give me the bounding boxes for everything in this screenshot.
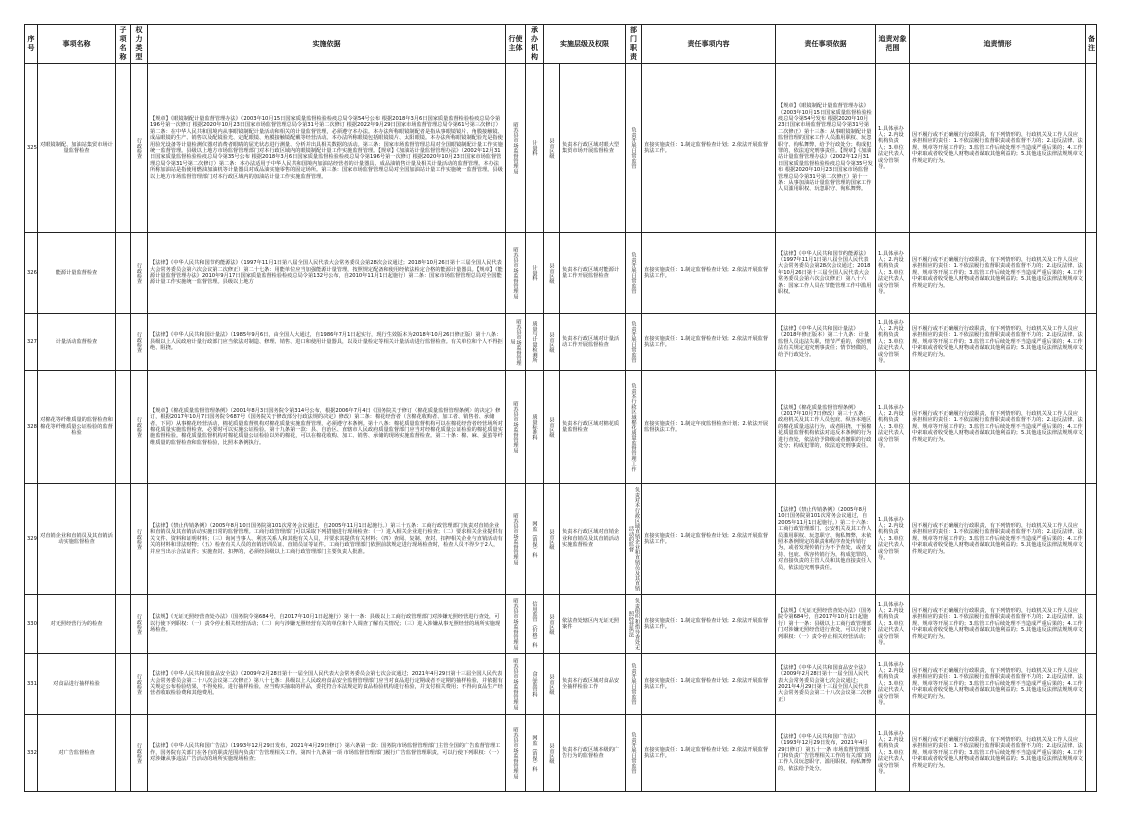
level-cell xyxy=(560,715,626,792)
sub-item-cell xyxy=(116,484,131,595)
power-type-cell xyxy=(131,484,148,595)
basis-cell xyxy=(148,371,506,484)
dept-text: 计量科 xyxy=(531,140,538,156)
duty-cell xyxy=(626,595,642,654)
dept-cell xyxy=(526,64,544,233)
item-name-text: 对食品进行抽样检验 xyxy=(53,680,100,687)
item-name-text: 计量活动监督检查 xyxy=(55,338,98,345)
situation-cell xyxy=(910,233,1086,314)
target-cell xyxy=(876,654,910,715)
level-zone-cell xyxy=(544,371,560,484)
subject-cell xyxy=(506,715,526,792)
level-cell xyxy=(560,64,626,233)
level-text: 负责本行政区域对眼大型集贸市场开展监督检查 xyxy=(562,141,620,154)
dept-cell xyxy=(526,715,544,792)
item-name-cell xyxy=(38,654,116,715)
duty-cell xyxy=(626,314,642,371)
situation-text: 因不履行或不正确履行行政职责，有下列情形的，行政机关及工作人员应承担相应的责任：1.不依法履行监督职责或者监督不力的；2.违反法律、法规、规章等开展工作的；3.监管工作后续处理不当造成严重后果的；4.工作中索取或者收受他人财物或者谋取其他利益的；5.其他违反法律法规规章文件规定的行为。 xyxy=(912,667,1083,700)
sub-item-cell xyxy=(116,64,131,233)
level-text: 负责本行政区域对直销企业和直销员及其直销活动实施监督检查 xyxy=(562,529,620,549)
power-type-cell xyxy=(131,715,148,792)
seq-cell xyxy=(25,64,38,233)
duty-cell xyxy=(626,654,642,715)
situation-text: 因不履行或不正确履行行政职责，有下列情形的，行政机关及工作人员应承担相应的责任：1.不依法履行监督职责或者监督不力的；2.违反法律、法规、规章等开展工作的；3.监管工作后续处理不当造成严重后果的；4.工作中索取或者收受他人财物或者谋取其他利益的；5.其他违反法律法规规章文件规定的行为。 xyxy=(912,256,1083,289)
header-duty: 部门职责 xyxy=(626,25,642,64)
dept-cell xyxy=(526,654,544,715)
dept-cell xyxy=(526,371,544,484)
level-cell xyxy=(560,654,626,715)
resp-basis-cell xyxy=(776,314,876,371)
power-list-table xyxy=(24,24,1097,792)
sub-item-cell xyxy=(116,595,131,654)
situation-cell xyxy=(910,595,1086,654)
resp-cell xyxy=(642,595,776,654)
header-subject: 行使主体 xyxy=(506,25,526,64)
level-zone-text: 县市区级 xyxy=(548,331,555,353)
basis-text: 【法律】《中华人民共和国节约能源法》（1997年11月1日第八届全国人民代表大会常务委员会第28次会议通过；2018年10月26日第十三届全国人民代表大会常务委员会第六次会议第二次修正）第二十七条：用能单位应当加强能源计量管理，按照规定配备和使用经依法检定合格的能源计量器具。【规章】《能源计量监督管理办法》2010年9月17日国家质量监督检验检疫总局令第132号公布，自2010年11月1日起施行）第二条：国家市场监督管理总局对全国能源计量工作实施统一监督管理。县级以上地方 xyxy=(150,260,503,286)
item-name-cell xyxy=(38,314,116,371)
subject-text: 昭苏县市场监督管理局 xyxy=(512,598,519,650)
level-zone-text: 县市区级 xyxy=(548,742,555,764)
situation-text: 因不履行或不正确履行行政职责，有下列情形的，行政机关及工作人员应承担相应的责任：1.不依法履行监督职责或者监督不力的；2.违反法律、法规、规章等开展工作的；3.监管工作后续处理不当造成严重后果的；4.工作中索取或者收受他人财物或者谋取其他利益的；5.其他违反法律法规规章文件规定的行为。 xyxy=(912,607,1083,640)
seq-text: 330 xyxy=(27,620,37,627)
duty-cell xyxy=(626,484,642,595)
subject-text: 昭苏县市场监督管理局 xyxy=(512,727,519,779)
sub-item-cell xyxy=(116,715,131,792)
level-zone-text: 县市区级 xyxy=(548,262,555,284)
item-name-text: 对广告监督检查 xyxy=(58,749,95,756)
target-text: 1.具体承办人；2.内设机构负责人；3.单位法定代表人或分管领导。 xyxy=(878,404,904,450)
duty-text: 负责开展日常监管 xyxy=(630,663,637,705)
resp-basis-text: 【规章】《眼镜制配计量监督管理办法》（2003年10月15日国家质量监督检验检疫总局令第54号发布 根据2020年10月23日国家市场监督管理总局令第31号第二次修正）第十三条：从事眼镜制配计量监督管理的国家工作人员滥用职权、玩忽职守、徇私舞弊，给予行政处分；构成犯罪的，依法追究刑事责任。【规章】《加油站计量监督管理办法》（2002年12月31日国家质量监督检验检疫总局令第35号发布 根据2020年10月23日国家市场监督管理总局令第31号第二次修正）第十一条：从事加油站计量监督管理的国家工作人员滥用职权、玩忽职守、徇私舞弊。 xyxy=(778,103,873,193)
item-name-text: 对棉花等纤维质量的监督检查和棉花等纤维质量公证检验的监督检验 xyxy=(40,417,113,437)
basis-text: 【规章】《棉花质量监督管理条例》（2001年8月3日国务院令第314号公布，根据2006年7月4日《国务院关于修订〈棉花质量监督管理条例〉的决定》修订，根据2017年10月7日国务院令687号《国务院关于修改部分行政法规的决定》修改）第二条：棉花经营者（含棉花收购者、加工者、销售者、承储者，下同）从事棉花经营活动，棉花质量监督机构对棉花质量实施监督管理，必须遵守本条例。第十八条：棉花质量监督机构可以在棉花经营者经营场所对棉花质量实施监督检查，必要时可以实施公证检验。第十九条第一款：县、自治区、直辖市人民政府质量监督部门应当对经棉花质量公证检验的棉花质量实施监督检验。棉花质量监督机构对棉花质量公证检验以外的棉花，可以在棉花收购、加工、销售、承储的现场实施监督检查。第二十条：棉、麻、蚕茧等纤维质量的监督检查和监督检验，比照本条例执行。 xyxy=(150,407,503,446)
dept-cell xyxy=(526,484,544,595)
item-name-text: 对无照经营行为的检查 xyxy=(50,620,103,627)
resp-text: 直接实施责任：1.制定监督检查计划；2.依法开展监督执法工作。 xyxy=(644,746,769,759)
basis-text: 【法律】《中华人民共和国广告法》（1993年12月29日发布，2021年4月29日修订）第六条第一款：国务院市场监督管理部门主管全国的广告监督管理工作，国务院有关部门在各自的职责范围内负责广告管理相关工作。第四十九条第一项 市场监督管理部门履行广告监督管理职责，可以行使下列职权：（一）对涉嫌从事违法广告活动的场所实施现场检查； xyxy=(150,743,502,763)
header-dept: 承办机构 xyxy=(526,25,544,64)
resp-cell xyxy=(642,314,776,371)
level-zone-cell xyxy=(544,715,560,792)
duty-cell xyxy=(626,64,642,233)
subject-text: 昭苏县市场监督管理局 xyxy=(512,122,519,174)
resp-basis-text: 【法规】《棉花质量监督管理条例》（2017年10月7日修改）第三十五条：政府机关及其工作人员包庇、纵容本地区的棉花质量违法行为，或者阻挠、干预棉花质量监督机构依法对违反本条例的行为进行查处，依法给予降级或者撤职的行政处分；构成犯罪的，依法追究刑事责任。 xyxy=(778,404,872,450)
target-text: 1.具体承办人；2.内设机构负责人；3.单位法定代表人或分管领导。 xyxy=(878,730,904,776)
level-text: 负责本行政区域本级的广告行为的监督检查 xyxy=(562,746,620,759)
subject-text: 昭苏县市场监督管理局 xyxy=(512,658,519,710)
table-row xyxy=(25,64,1097,233)
resp-cell xyxy=(642,484,776,595)
subject-text: 昭苏县市场监督管理局 xyxy=(509,318,522,366)
basis-cell xyxy=(148,715,506,792)
note-cell xyxy=(1086,64,1097,233)
item-name-cell xyxy=(38,484,116,595)
duty-text: 负责开展日常监管 xyxy=(630,321,637,363)
level-zone-cell xyxy=(544,654,560,715)
target-text: 1.具体承办人；2.内设机构负责人；3.单位法定代表人或分管领导。 xyxy=(878,601,904,647)
item-name-cell xyxy=(38,233,116,314)
item-name-text: 对眼镜制配、加油站集贸市场计量监督检查 xyxy=(40,141,113,154)
note-cell xyxy=(1086,484,1097,595)
basis-cell xyxy=(148,595,506,654)
duty-text: 负责组织和指导查处无照经营执法 xyxy=(628,598,640,650)
target-text: 1.具体承办人；2.内设机构负责人；3.单位法定代表人或分管领导。 xyxy=(878,319,904,365)
target-cell xyxy=(876,314,910,371)
level-zone-text: 县市区级 xyxy=(548,528,555,550)
item-name-cell xyxy=(38,715,116,792)
seq-text: 329 xyxy=(27,535,37,542)
subject-cell xyxy=(506,314,526,371)
seq-cell xyxy=(25,314,38,371)
basis-cell xyxy=(148,654,506,715)
resp-basis-cell xyxy=(776,64,876,233)
resp-basis-text: 【法律】《中华人民共和国食品安全法》（2009年2月28日第十一届全国人民代表大会常务委员会第七次会议通过；2021年4月29日第十三届全国人民代表大会常务委员会第二十八次会议第二次修正） xyxy=(778,664,872,703)
dept-text: 计量科 xyxy=(531,265,538,281)
level-cell xyxy=(560,595,626,654)
dept-text: 网监（消保）科 xyxy=(531,520,538,558)
resp-cell xyxy=(642,64,776,233)
situation-text: 因不履行或不正确履行行政职责，有下列情形的，行政机关及工作人员应承担相应的责任：1.不依法履行监督职责或者监督不力的；2.违反法律、法规、规章等开展工作的；3.监管工作后续处理不当造成严重后果的；4.工作中索取或者收受他人财物或者谋取其他利益的；5.其他违反法律法规规章文件规定的行为。 xyxy=(912,736,1083,769)
seq-cell xyxy=(25,654,38,715)
target-text: 1.具体承办人；2.内设机构负责人；3.单位法定代表人或分管领导。 xyxy=(878,250,904,296)
sub-item-cell xyxy=(116,233,131,314)
resp-text: 直接实施责任：1.制定监督检查计划；2.依法开展监督执法工作。 xyxy=(644,532,769,545)
subject-text: 昭苏县市场监督管理局 xyxy=(512,247,519,299)
level-zone-text: 县市区级 xyxy=(548,613,555,635)
level-text: 依法查处辖区内无证无照案件 xyxy=(562,617,620,630)
item-name-cell xyxy=(38,371,116,484)
header-name: 事项名称 xyxy=(38,25,116,64)
item-name-cell xyxy=(38,64,116,233)
resp-text: 直接实施责任：1.制定监督检查计划；2.依法开展监督执法工作。 xyxy=(644,141,769,154)
seq-cell xyxy=(25,484,38,595)
power-type-text: 行政检查 xyxy=(136,416,142,438)
item-name-text: 能源计量监督检查 xyxy=(55,269,98,276)
table-row xyxy=(25,314,1097,371)
target-text: 1.具体承办人；2.内设机构负责人；3.单位法定代表人或分管领导。 xyxy=(878,125,904,171)
level-zone-cell xyxy=(544,64,560,233)
level-text: 负责本行政区域对计量活动工作开展监督检查 xyxy=(562,335,620,348)
subject-cell xyxy=(506,595,526,654)
resp-basis-cell xyxy=(776,484,876,595)
table-row xyxy=(25,371,1097,484)
resp-cell xyxy=(642,654,776,715)
note-cell xyxy=(1086,595,1097,654)
table-header-row xyxy=(25,25,1097,64)
situation-text: 因不履行或不正确履行行政职责，有下列情形的，行政机关及工作人员应承担相应的责任：1.不依法履行监督职责或者监督不力的；2.违反法律、法规、规章等开展工作的；3.监管工作后续处理不当造成严重后果的；4.工作中索取或者收受他人财物或者谋取其他利益的；5.其他违反法律法规规章文件规定的行为。 xyxy=(912,410,1083,443)
sub-item-cell xyxy=(116,314,131,371)
header-resp-basis: 责任事项依据 xyxy=(776,25,876,64)
target-text: 1.具体承办人；2.内设机构负责人；3.单位法定代表人或分管领导。 xyxy=(878,516,904,562)
resp-cell xyxy=(642,371,776,484)
situation-cell xyxy=(910,64,1086,233)
note-cell xyxy=(1086,233,1097,314)
table-row xyxy=(25,484,1097,595)
level-cell xyxy=(560,371,626,484)
header-level: 实施层级及权限 xyxy=(544,25,626,64)
table-row xyxy=(25,715,1097,792)
sub-item-cell xyxy=(116,654,131,715)
power-type-cell xyxy=(131,64,148,233)
resp-basis-cell xyxy=(776,715,876,792)
basis-cell xyxy=(148,233,506,314)
power-type-cell xyxy=(131,371,148,484)
target-text: 1.具体承办人；2.内设机构负责人；3.单位法定代表人或分管领导。 xyxy=(878,661,904,707)
situation-text: 因不履行或不正确履行行政职责，有下列情形的，行政机关及工作人员应承担相应的责任：1.不依法履行监督职责或者监督不力的；2.违反法律、法规、规章等开展工作的；3.监管工作后续处理不当造成严重后果的；4.工作中索取或者收受他人财物或者谋取其他利益的；5.其他违反法律法规规章文件规定的行为。 xyxy=(912,131,1083,164)
header-note: 备注 xyxy=(1086,25,1097,64)
table-row xyxy=(25,595,1097,654)
note-cell xyxy=(1086,371,1097,484)
basis-text: 【法规】《无证无照经营查处办法》（国务院令第684号，自2017年10月1日起施行）第十一条：县级以上工商行政管理部门对涉嫌无照经营进行查处，可以行使下列职权：（一）责令停止相关经营活动；（二）向与涉嫌无照经营有关的单位和个人调查了解有关情况；（三）进入涉嫌从事无照经营的场所实施现场检查。 xyxy=(150,614,501,634)
basis-text: 【法律】《中华人民共和国食品安全法》（2009年2月28日第十一届全国人民代表大会常务委员会第七次会议通过；2021年4月29日第十三届全国人民代表大会常务委员会第二十八次会议第二次修正）第八十七条：县级以上人民政府食品安全监督管理部门应当对食品进行定期或者不定期的抽样检验，并依据有关规定公布检验结果，不得免检。进行抽样检验，应当购买抽取的样品，委托符合本法规定的食品检验机构进行检验，并支付相关费用；不得向食品生产经营者收取检验费和其他费用。 xyxy=(150,671,503,697)
level-text: 负责本行政区域对食品安全抽样检验工作 xyxy=(562,677,620,690)
power-type-text: 行政检查 xyxy=(136,673,142,695)
item-name-cell xyxy=(38,595,116,654)
seq-text: 325 xyxy=(27,144,37,151)
seq-cell xyxy=(25,371,38,484)
situation-cell xyxy=(910,715,1086,792)
subject-cell xyxy=(506,484,526,595)
level-zone-cell xyxy=(544,595,560,654)
power-type-text: 行政检查 xyxy=(136,331,142,353)
power-type-text: 行政检查 xyxy=(136,528,142,550)
resp-basis-text: 【法规】《无证无照经营查处办法》（国务院令第684号，自2017年10月1日起施行）第十一条：县级以上工商行政管理部门对涉嫌无照经营进行查处，可以行使下列职权：（一）责令停止相关经营活动； xyxy=(778,607,872,640)
level-zone-text: 县市区级 xyxy=(548,416,555,438)
resp-basis-cell xyxy=(776,595,876,654)
table-row xyxy=(25,654,1097,715)
resp-text: 直接实施责任：1.制定监督检查计划；2.依法开展监督执法工作。 xyxy=(644,266,769,279)
resp-cell xyxy=(642,715,776,792)
resp-basis-text: 【法律】《禁止传销条例》（2005年8月10日国务院第101次常务会议通过，自2005年11月1日起施行。）第二十六条：工商行政管理部门、公安机关及其工作人员滥用职权、玩忽职守、徇私舞弊，未依照本条例规定的职责和程序查处传销行为，或者发现传销行为不予查处，或者支持、包庇、纵容传销行为，构成犯罪的，对直接负责的主管人员和其他直接责任人员，依法追究刑事责任。 xyxy=(778,506,872,571)
basis-text: 【规章】《眼镜制配计量监督管理办法》（2003年10月15日国家质量监督检验检疫总局令第54号公布 根据2018年3月6日国家质量监督检验检疫总局令第196号第一次修订 根据2020年10月23日国家市场监督管理总局令第31号第二次修订 根据2022年9月29日国家市场监督管理总局令第61号第三次修订）第二条：在中华人民共和国境内从事眼镜制配计量活动和相关的计量监督管理，必须遵守本办法。本办法所称眼镜制配者是指从事眼镜镜片、角膜接触镜、成品眼镜的生产、销售以及配镜验光、定配眼镜、角膜接触镜配戴等经营活动。本办法所称眼镜包括眼镜镜片、太阳眼镜。本办法所称眼镜制配验光是指使用验光设备等计量检测仪器对消费者眼睛的屈光状态进行测量、分析并出具相关数据的活动。第三条：国家市场监督管理总局对全国眼镜制配计量工作实施统一监督管理。县级以上地方市场监督管理部门对本行政区域内的眼镜制配计量工作实施监督管理。【规章】《加油站计量监督管理办法》（2002年12月31日国家质量监督检验检疫总局令第35号公布 根据2018年3月6日国家质量监督检验检疫总局令第196号第一次修订 根据2020年10月23日国家市场监督管理总局令第31号第二次修订）第二条：本办法适用于中华人民共和国境内加油站经营者的计量器具、成品油销售计量及相关计量活动的监督管理。本办法所称加油站是指使用燃油加油机等计量器具对成品油实施零售的固定场所。第三条：国家市场监督管理总局对全国加油站计量工作实施统一监督管理。县级以上地方市场监督管理部门对本行政区域内的加油站计量工作实施监督管理。 xyxy=(150,115,503,180)
resp-basis-text: 【法律】《中华人民共和国计量法》（2018年修正版本）第二十九条：计量监督人员违法失职，情节严重的，依照刑法有关规定追究刑事责任；情节轻微的，给予行政处分。 xyxy=(778,325,872,358)
situation-text: 因不履行或不正确履行行政职责，有下列情形的，行政机关及工作人员应承担相应的责任：1.不依法履行监督职责或者监督不力的；2.违反法律、法规、规章等开展工作的；3.监管工作后续处理不当造成严重后果的；4.工作中索取或者收受他人财物或者谋取其他利益的；5.其他违反法律法规规章文件规定的行为。 xyxy=(912,325,1083,358)
level-cell xyxy=(560,484,626,595)
basis-cell xyxy=(148,314,506,371)
duty-text: 负责本行政区域棉花质量监督管理工作 xyxy=(630,382,637,472)
duty-text: 负责开展日常监管 xyxy=(630,252,637,294)
subject-text: 昭苏县市场监督管理局 xyxy=(512,401,519,453)
level-zone-cell xyxy=(544,484,560,595)
duty-cell xyxy=(626,371,642,484)
header-basis: 实施依据 xyxy=(148,25,506,64)
situation-text: 因不履行或不正确履行行政职责，有下列情形的，行政机关及工作人员应承担相应的责任：1.不依法履行监督职责或者监督不力的；2.违反法律、法规、规章等开展工作的；3.监管工作后续处理不当造成严重后果的；4.工作中索取或者收受他人财物或者谋取其他利益的；5.其他违反法律法规规章文件规定的行为。 xyxy=(912,522,1083,555)
target-cell xyxy=(876,64,910,233)
basis-text: 【法律】《禁止传销条例》（2005年8月10日国务院第101次常务会议通过，自2005年11月1日起施行。）第三十五条：工商行政管理部门负责对直销企业和直销员及其直销活动实施日常的监督管理。工商行政管理部门可以采取下列措施进行现场检查：（一）进入相关企业进行检查；（二）要求相关企业提供有关文件、资料和证明材料；（三）询问当事人、利害关系人和其他有关人员，并要求其提供有关材料；（四）查阅、复制、查封、扣押相关企业与直销活动有关的材料和非法财物；（五）检查有关人员的直销培训员证、直销员证等证件。工商行政管理部门依照前款规定进行现场检查时，检查人员不得少于2人，并应当出示合法证件；实施查封、扣押的，必须经县级以上工商行政管理部门主要负责人批准。 xyxy=(150,522,503,555)
header-type: 权力类型 xyxy=(131,25,148,64)
dept-text: 网监（消保）科 xyxy=(531,734,538,772)
basis-cell xyxy=(148,64,506,233)
power-type-cell xyxy=(131,654,148,715)
dept-cell xyxy=(526,233,544,314)
power-type-text: 行政检查 xyxy=(136,742,142,764)
seq-cell xyxy=(25,595,38,654)
target-cell xyxy=(876,371,910,484)
resp-text: 直接实施责任：1.制定监督检查计划；2.依法开展监督执法工作。 xyxy=(644,617,769,630)
duty-text: 负责开展日常监管 xyxy=(630,127,637,169)
subject-cell xyxy=(506,64,526,233)
note-cell xyxy=(1086,715,1097,792)
dept-cell xyxy=(526,595,544,654)
seq-cell xyxy=(25,715,38,792)
item-name-text: 对直销企业和直销员及其直销活动实施监督检查 xyxy=(40,532,113,545)
header-target: 追责对象范围 xyxy=(876,25,910,64)
seq-text: 332 xyxy=(27,749,37,756)
dept-text: 信用监管（价格）科 xyxy=(531,600,538,648)
resp-cell xyxy=(642,233,776,314)
resp-text: 直接实施责任：1.制定监督检查计划；2.依法开展监督执法工作。 xyxy=(644,335,769,348)
level-cell xyxy=(560,314,626,371)
level-zone-text: 县市区级 xyxy=(548,137,555,159)
level-text: 负责本行政区域对能源计量工作开展监督检查 xyxy=(562,266,620,279)
resp-basis-text: 【法律】《中华人民共和国节约能源法》（1997年11月1日第八届全国人民代表大会常务委员会第28次会议通过；2018年10月26日第十三届全国人民代表大会常务委员会第六次会议修正）第八十六条：国家工作人员在节能管理工作中滥用职权。 xyxy=(778,250,872,296)
sub-item-cell xyxy=(116,371,131,484)
header-situation: 追责情形 xyxy=(910,25,1086,64)
note-cell xyxy=(1086,654,1097,715)
note-cell xyxy=(1086,314,1097,371)
level-zone-cell xyxy=(544,233,560,314)
dept-text: 食品监管科 xyxy=(531,671,538,697)
header-sub: 子项名称 xyxy=(116,25,131,64)
target-cell xyxy=(876,715,910,792)
subject-text: 昭苏县市场监督管理局 xyxy=(512,513,519,565)
resp-basis-cell xyxy=(776,654,876,715)
basis-text: 【法律】《中华人民共和国计量法》（1985年9月6日，由全国人大通过，自1986年7月1日起实行，现行生效版本为2018年10月26日修正版）第十八条：县级以上人民政府计量行政部门应当依法对制造、修理、销售、进口和使用计量器具，以及计量检定等相关计量活动进行监督检查。有关单位和个人不得拒绝、阻挠。 xyxy=(150,332,503,352)
subject-cell xyxy=(506,654,526,715)
level-zone-cell xyxy=(544,314,560,371)
level-text: 负责本行政区域对棉花质量监督检查 xyxy=(562,420,620,433)
resp-basis-cell xyxy=(776,371,876,484)
table-row xyxy=(25,233,1097,314)
power-type-cell xyxy=(131,233,148,314)
document-page xyxy=(24,24,1122,779)
seq-text: 331 xyxy=(27,680,37,687)
duty-cell xyxy=(626,715,642,792)
situation-cell xyxy=(910,484,1086,595)
power-type-text: 行政检查 xyxy=(136,613,142,635)
basis-cell xyxy=(148,484,506,595)
seq-cell xyxy=(25,233,38,314)
power-type-cell xyxy=(131,595,148,654)
level-zone-text: 县市区级 xyxy=(548,673,555,695)
power-type-cell xyxy=(131,314,148,371)
resp-text: 直接实施责任：1.制定年度监督检查计划；2.依法开展监督执法工作。 xyxy=(644,420,769,433)
level-cell xyxy=(560,233,626,314)
seq-text: 327 xyxy=(27,338,37,345)
duty-text: 负责对本行政区域直销企业和直销员及其直销活动的监督 xyxy=(628,487,640,591)
resp-text: 直接实施责任：1.制定监督检查计划；2.依法开展监督执法工作。 xyxy=(644,677,769,690)
dept-text: 质量与计量检测所 xyxy=(531,321,538,363)
dept-cell xyxy=(526,314,544,371)
dept-text: 质量标准科 xyxy=(531,414,538,440)
situation-cell xyxy=(910,314,1086,371)
target-cell xyxy=(876,233,910,314)
resp-basis-cell xyxy=(776,233,876,314)
situation-cell xyxy=(910,654,1086,715)
target-cell xyxy=(876,595,910,654)
header-resp: 责任事项内容 xyxy=(642,25,776,64)
header-seq: 序号 xyxy=(25,25,38,64)
resp-basis-text: 【法律】《中华人民共和国广告法》（1993年12月29日发布，2021年4月29日修订）第五十一条 市场监督管理部门和负责广告管理相关工作的有关部门的工作人员玩忽职守、滥用职权、徇私舞弊的，依法给予处分。 xyxy=(778,733,872,772)
duty-text: 负责开展日常监管 xyxy=(630,732,637,774)
situation-cell xyxy=(910,371,1086,484)
duty-cell xyxy=(626,233,642,314)
target-cell xyxy=(876,484,910,595)
subject-cell xyxy=(506,233,526,314)
power-type-text: 行政检查 xyxy=(136,262,142,284)
subject-cell xyxy=(506,371,526,484)
seq-text: 326 xyxy=(27,269,37,276)
power-type-text: 行政检查 xyxy=(136,137,142,159)
seq-text: 328 xyxy=(27,423,37,430)
